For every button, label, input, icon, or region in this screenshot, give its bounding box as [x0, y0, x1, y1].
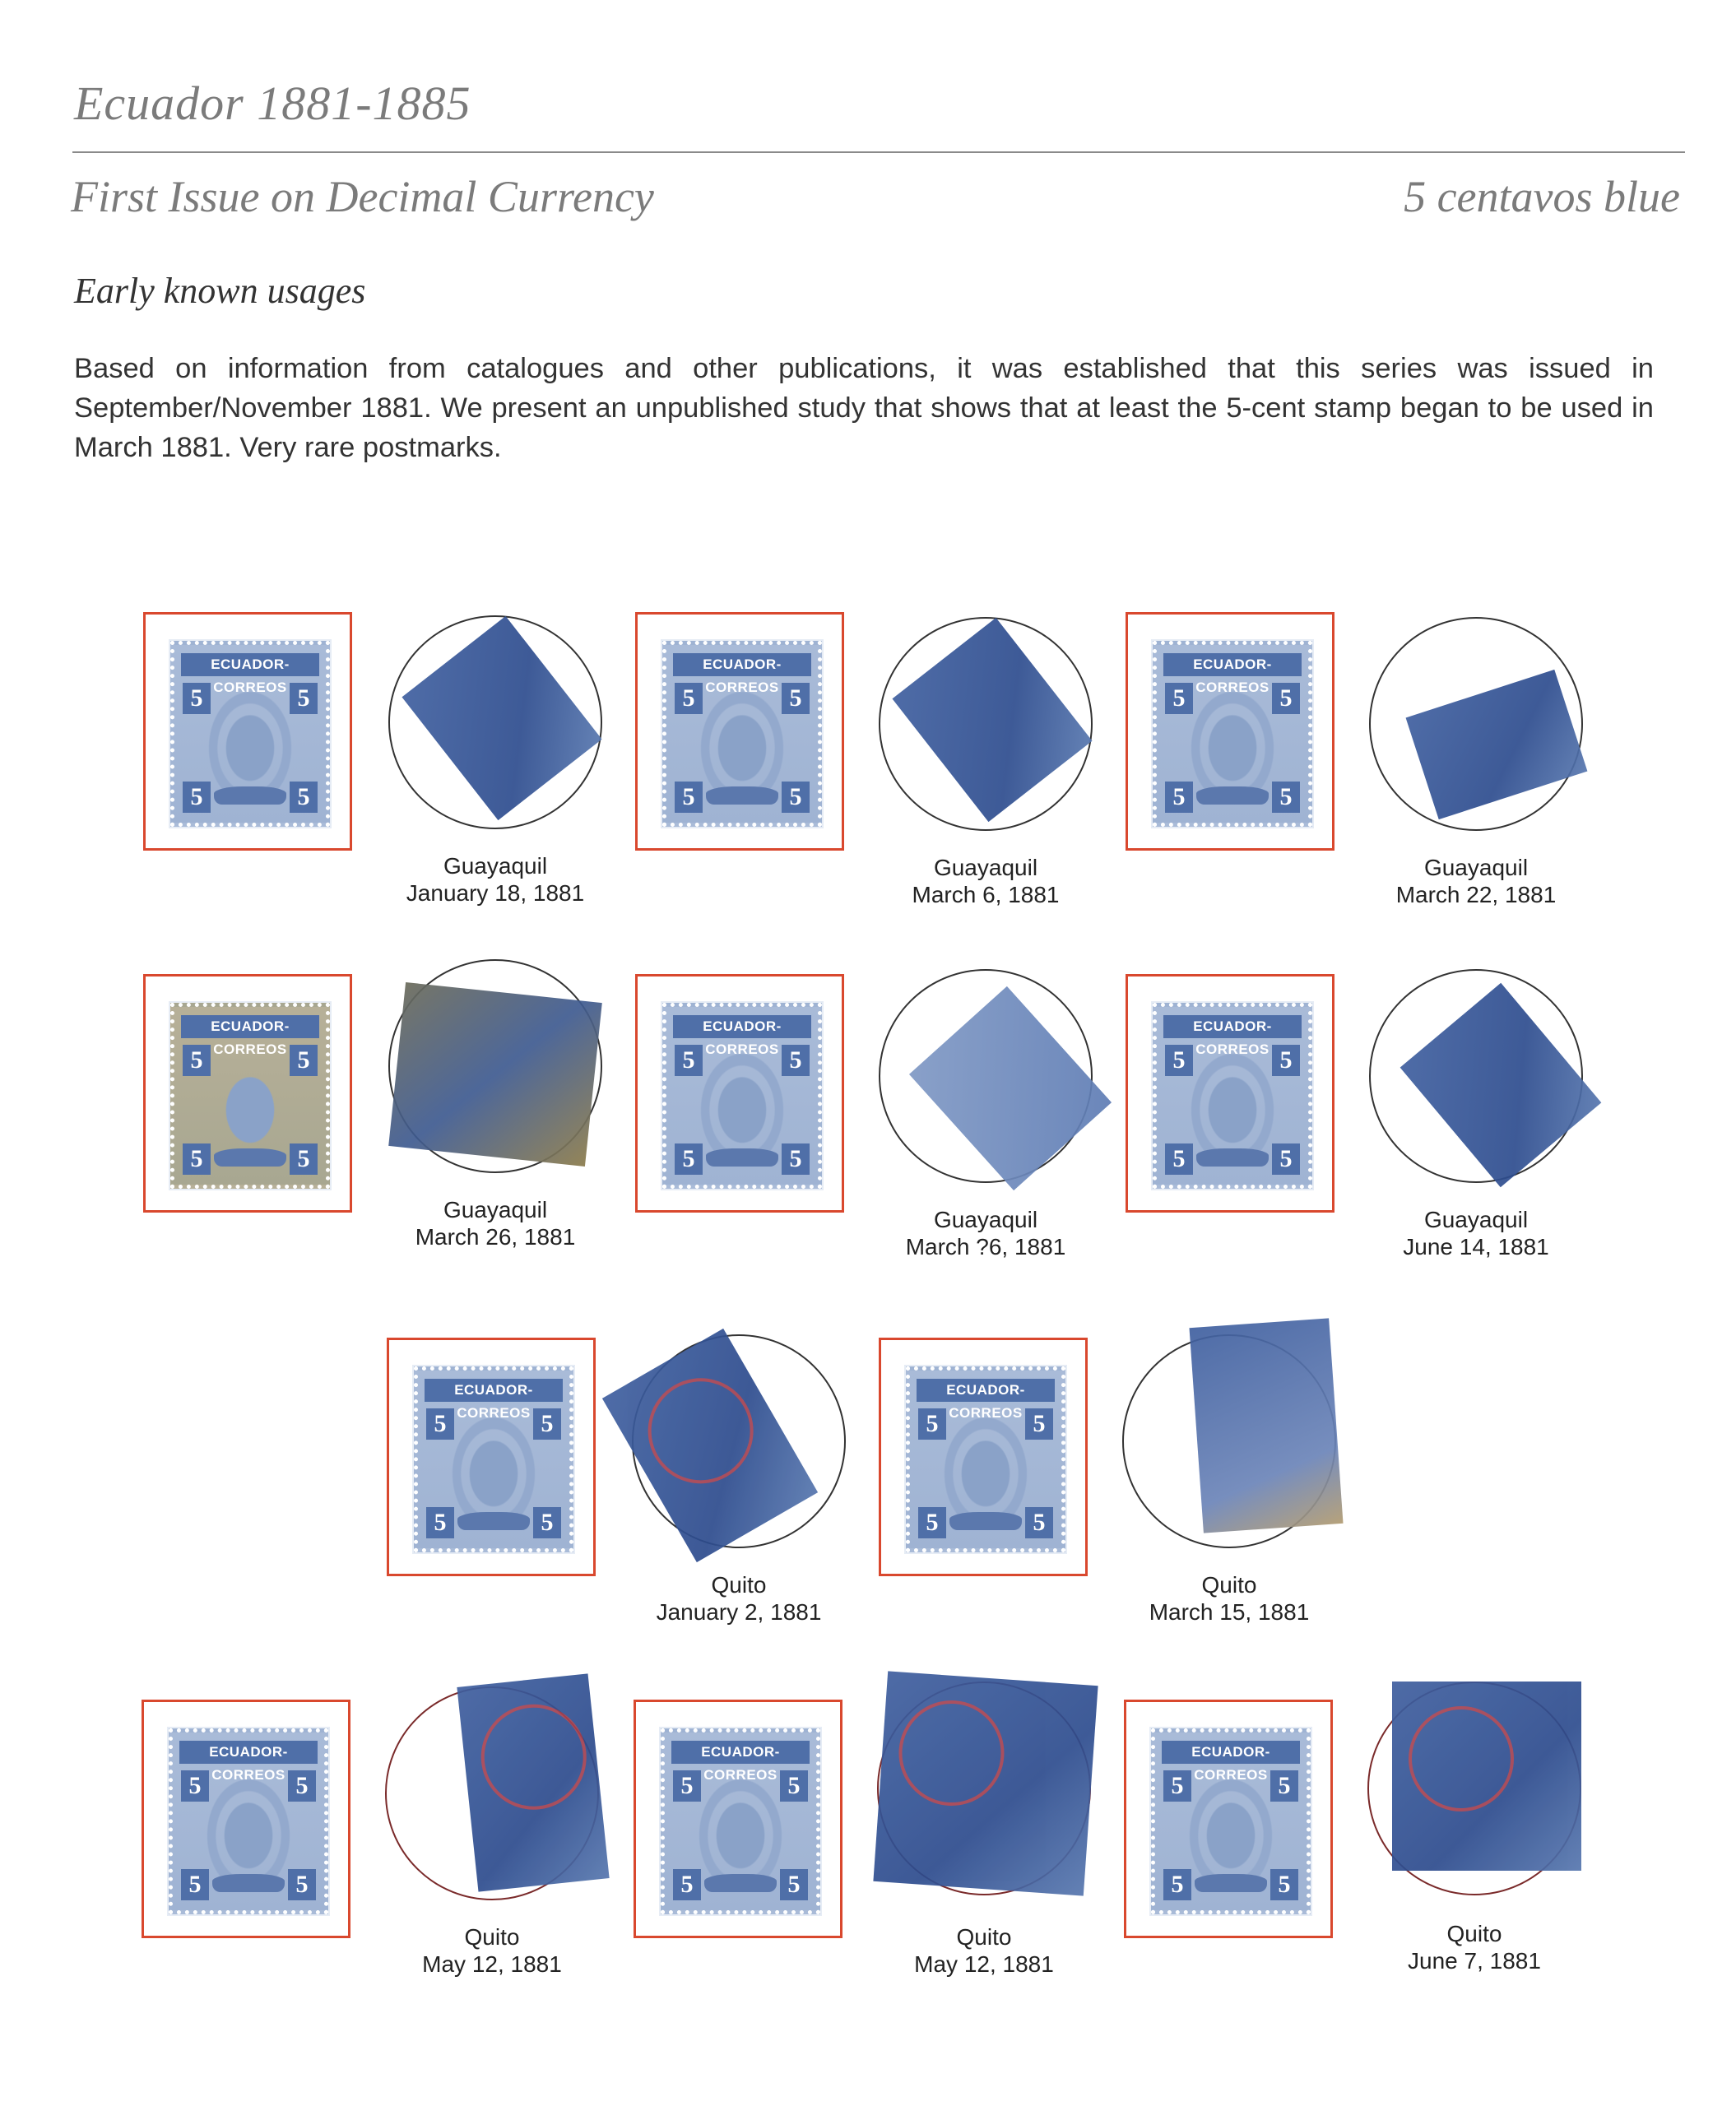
stamp-label: ECUADOR-CORREOS [1163, 653, 1302, 676]
stamp-value: 5 [673, 1770, 701, 1802]
usage-city: Guayaquil [933, 1207, 1038, 1232]
stamp-value: 5 [780, 1869, 808, 1900]
usage-caption [355, 1196, 635, 1250]
stamp-image [662, 1003, 822, 1189]
stamp-value: 5 [288, 1770, 316, 1802]
usage-date: March 26, 1881 [415, 1224, 576, 1250]
stamp-name: 5 centavos blue [1404, 172, 1680, 221]
stamp-value: 5 [1270, 1770, 1298, 1802]
stamp-value: 5 [290, 1045, 318, 1076]
stamp-ribbon [457, 1512, 530, 1530]
usage-date: January 2, 1881 [656, 1599, 822, 1625]
stamp-ribbon [949, 1512, 1022, 1530]
stamp-value: 5 [533, 1408, 561, 1440]
stamp-image [906, 1366, 1065, 1552]
usage-caption [846, 854, 1126, 908]
postmark-detail [388, 615, 602, 906]
stamp-value: 5 [782, 782, 810, 813]
stamp-box [142, 1700, 350, 1938]
stamp-label: ECUADOR-CORREOS [425, 1379, 563, 1402]
postmark-detail [1369, 969, 1583, 1259]
usage-date: May 12, 1881 [422, 1951, 562, 1977]
usage-city: Guayaquil [1423, 855, 1529, 880]
postmark-detail [632, 1334, 846, 1625]
stamp-image [170, 641, 330, 827]
usage-caption [1334, 1920, 1614, 1974]
stamp-value: 5 [183, 1045, 211, 1076]
usage-caption [1089, 1571, 1369, 1626]
usage-city: Quito [464, 1924, 520, 1950]
stamp-label: ECUADOR-CORREOS [179, 1741, 318, 1764]
usage-city: Guayaquil [933, 855, 1038, 880]
postmark-fragment [873, 1671, 1098, 1895]
usage-caption [1336, 1206, 1616, 1260]
stamp-value: 5 [782, 1143, 810, 1175]
stamp-box [879, 1338, 1088, 1576]
stamp-image [414, 1366, 573, 1552]
stamp-value: 5 [1025, 1408, 1053, 1440]
stamp-value: 5 [290, 683, 318, 714]
stamp-value: 5 [782, 683, 810, 714]
usage-city: Quito [711, 1572, 767, 1598]
stamp-box [1124, 1700, 1333, 1938]
stamp-value: 5 [426, 1507, 454, 1538]
stamp-value: 5 [533, 1507, 561, 1538]
stamp-value: 5 [1272, 782, 1300, 813]
stamp-value: 5 [675, 782, 703, 813]
stamp-box [634, 1700, 842, 1938]
stamp-label: ECUADOR-CORREOS [671, 1741, 810, 1764]
stamp-image [1151, 1728, 1311, 1914]
page-title: Ecuador 1881-1885 [74, 77, 471, 130]
stamp-value: 5 [290, 1143, 318, 1175]
usage-city: Quito [1446, 1921, 1502, 1946]
postmark-detail [879, 617, 1093, 907]
section-title: Early known usages [74, 271, 366, 311]
stamp-value: 5 [918, 1408, 946, 1440]
usage-date: May 12, 1881 [914, 1951, 1054, 1977]
usage-date: March ?6, 1881 [905, 1234, 1066, 1259]
usage-date: June 14, 1881 [1403, 1234, 1549, 1259]
stamp-value: 5 [426, 1408, 454, 1440]
usage-caption [844, 1923, 1124, 1978]
usage-date: January 18, 1881 [406, 880, 585, 906]
issue-subtitle: First Issue on Decimal Currency [71, 172, 654, 221]
stamp-label: ECUADOR-CORREOS [1163, 1015, 1302, 1038]
stamp-value: 5 [290, 782, 318, 813]
stamp-label: ECUADOR-CORREOS [1162, 1741, 1300, 1764]
postmark-detail [1367, 1682, 1581, 1974]
postmark-fragment [1392, 1682, 1581, 1871]
usage-date: June 7, 1881 [1408, 1948, 1541, 1974]
usage-caption [846, 1206, 1126, 1260]
usage-caption [1336, 854, 1616, 908]
usage-city: Guayaquil [1423, 1207, 1529, 1232]
postmark-fragment [1189, 1318, 1343, 1533]
stamp-value: 5 [183, 782, 211, 813]
usage-city: Quito [956, 1924, 1012, 1950]
usage-caption [599, 1571, 879, 1626]
stamp-value: 5 [183, 683, 211, 714]
stamp-box [635, 974, 844, 1213]
usage-city: Quito [1201, 1572, 1257, 1598]
stamp-value: 5 [183, 1143, 211, 1175]
stamp-value: 5 [181, 1770, 209, 1802]
stamp-value: 5 [1165, 1143, 1193, 1175]
stamp-image [1153, 641, 1312, 827]
stamp-box [1126, 612, 1334, 851]
stamp-value: 5 [675, 683, 703, 714]
stamp-label: ECUADOR-CORREOS [917, 1379, 1055, 1402]
stamp-value: 5 [1163, 1770, 1191, 1802]
stamp-ribbon [704, 1874, 777, 1892]
stamp-value: 5 [1165, 1045, 1193, 1076]
stamp-box [143, 612, 352, 851]
stamp-box [635, 612, 844, 851]
postmark-detail [879, 969, 1093, 1259]
stamp-ribbon [1196, 786, 1269, 805]
stamp-box [387, 1338, 596, 1576]
stamp-value: 5 [918, 1507, 946, 1538]
usage-city: Guayaquil [443, 1197, 548, 1222]
stamp-ribbon [1195, 1874, 1267, 1892]
stamp-box [143, 974, 352, 1213]
stamp-ribbon [212, 1874, 285, 1892]
stamp-value: 5 [782, 1045, 810, 1076]
postmark-detail [1369, 617, 1583, 907]
postmark-fragment [457, 1673, 609, 1891]
stamp-value: 5 [675, 1045, 703, 1076]
stamp-value: 5 [1272, 683, 1300, 714]
stamp-value: 5 [1165, 782, 1193, 813]
stamp-image [1153, 1003, 1312, 1189]
stamp-label: ECUADOR-CORREOS [673, 653, 811, 676]
stamp-value: 5 [675, 1143, 703, 1175]
usage-caption [352, 1923, 632, 1978]
header-divider [72, 151, 1685, 153]
stamp-box [1126, 974, 1334, 1213]
stamp-value: 5 [181, 1869, 209, 1900]
postmark-detail [388, 959, 602, 1250]
postmark-detail [385, 1686, 599, 1977]
stamp-label: ECUADOR-CORREOS [181, 1015, 319, 1038]
stamp-image [662, 641, 822, 827]
usage-city: Guayaquil [443, 853, 548, 879]
usage-date: March 6, 1881 [912, 882, 1060, 907]
stamp-image [170, 1003, 330, 1189]
stamp-ribbon [1196, 1148, 1269, 1167]
stamp-image [661, 1728, 820, 1914]
intro-paragraph: Based on information from catalogues and other publications, it was established that this series was issued in September/November 1881. We present an unpublished study that shows that at least the 5-cent stamp began to be used in March 1881. Very rare postmarks. [74, 353, 1654, 463]
stamp-ribbon [214, 1148, 286, 1167]
stamp-value: 5 [1025, 1507, 1053, 1538]
stamp-value: 5 [1270, 1869, 1298, 1900]
stamp-image [169, 1728, 328, 1914]
stamp-value: 5 [780, 1770, 808, 1802]
stamp-value: 5 [1272, 1045, 1300, 1076]
usage-date: March 22, 1881 [1395, 882, 1557, 907]
usage-caption [355, 852, 635, 907]
stamp-value: 5 [673, 1869, 701, 1900]
stamp-ribbon [706, 1148, 778, 1167]
stamp-value: 5 [288, 1869, 316, 1900]
stamp-value: 5 [1163, 1869, 1191, 1900]
stamp-label: ECUADOR-CORREOS [181, 653, 319, 676]
usage-date: March 15, 1881 [1149, 1599, 1310, 1625]
postmark-detail [1122, 1334, 1336, 1625]
stamp-ribbon [214, 786, 286, 805]
stamp-value: 5 [1272, 1143, 1300, 1175]
postmark-detail [877, 1682, 1091, 1977]
stamp-ribbon [706, 786, 778, 805]
stamp-label: ECUADOR-CORREOS [673, 1015, 811, 1038]
postmark-fragment [388, 982, 602, 1167]
stamp-value: 5 [1165, 683, 1193, 714]
